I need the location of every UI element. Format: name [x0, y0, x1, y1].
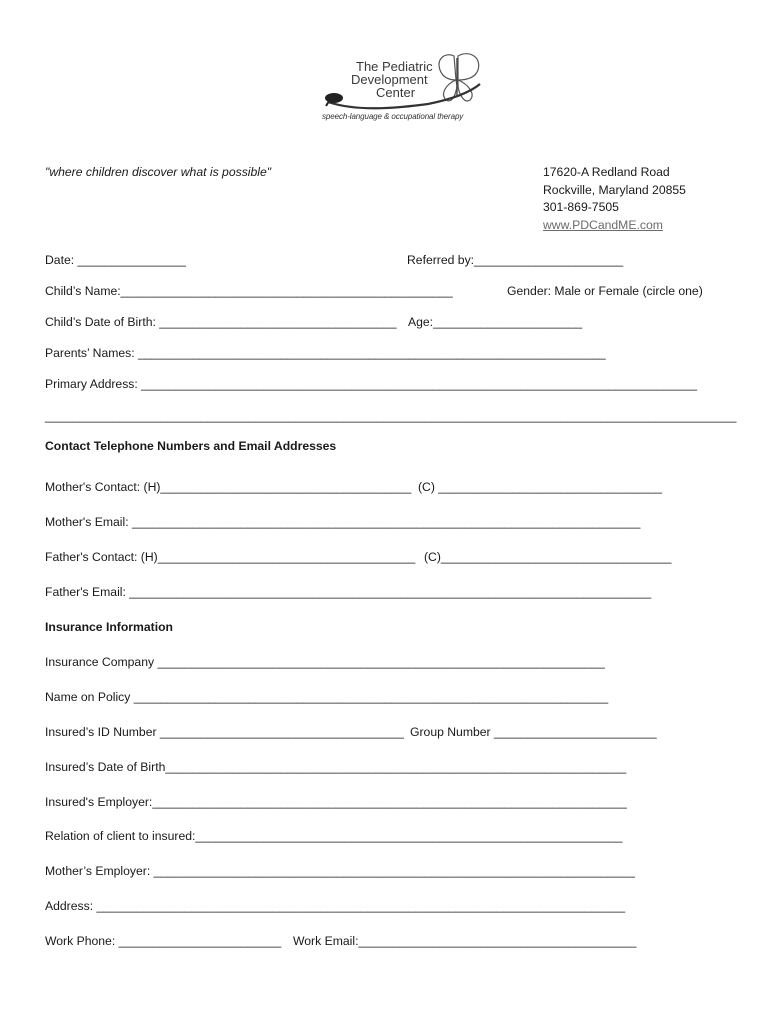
- name-on-policy-field[interactable]: Name on Policy ______________________________________________________________________: [45, 690, 609, 704]
- phone-number: 301-869-7505: [543, 200, 619, 214]
- date-field[interactable]: Date: ________________: [45, 253, 186, 267]
- work-phone-field[interactable]: Work Phone: ________________________: [45, 934, 282, 948]
- gender-field[interactable]: Gender: Male or Female (circle one): [507, 284, 703, 298]
- father-email-field[interactable]: Father's Email: _____________________________________________________________________________: [45, 585, 652, 599]
- center-logo: [318, 50, 488, 128]
- father-cell-phone-field[interactable]: (C)__________________________________: [424, 550, 672, 564]
- logo-line-3: Center: [376, 85, 416, 100]
- primary-address-field[interactable]: Primary Address: __________________________________________________________________________________: [45, 377, 697, 391]
- contact-section-heading: Contact Telephone Numbers and Email Addresses: [45, 439, 337, 453]
- address-block: [543, 164, 686, 234]
- insured-dob-field[interactable]: Insured’s Date of Birth____________________________________________________________________: [45, 760, 627, 774]
- mother-home-phone-field[interactable]: Mother's Contact: (H)_____________________________________: [45, 480, 412, 494]
- employer-address-field[interactable]: Address: ______________________________________________________________________________: [45, 899, 626, 913]
- work-email-field[interactable]: Work Email:_________________________________________: [293, 934, 637, 948]
- insurance-section-heading: Insurance Information: [45, 620, 173, 634]
- dob-field[interactable]: Child’s Date of Birth: ___________________________________: [45, 315, 397, 329]
- website-link[interactable]: www.PDCandME.com: [543, 217, 663, 232]
- mother-employer-field[interactable]: Mother’s Employer: _______________________________________________________________________: [45, 864, 635, 878]
- motto: "where children discover what is possible": [45, 165, 272, 179]
- group-number-field[interactable]: Group Number ________________________: [410, 725, 657, 739]
- logo-line-1: The Pediatric: [356, 59, 433, 74]
- mother-email-field[interactable]: Mother's Email: ___________________________________________________________________________: [45, 515, 641, 529]
- age-field[interactable]: Age:______________________: [408, 315, 583, 329]
- street-address: 17620-A Redland Road: [543, 165, 670, 179]
- childs-name-field[interactable]: Child’s Name:_________________________________________________: [45, 284, 453, 298]
- city-state-zip: Rockville, Maryland 20855: [543, 182, 686, 197]
- logo-tagline: speech-language & occupational therapy: [322, 112, 464, 121]
- address-continued-field[interactable]: ______________________________________________________________________________________________________: [45, 409, 737, 423]
- referred-by-field[interactable]: Referred by:______________________: [407, 253, 624, 267]
- relation-to-insured-field[interactable]: Relation of client to insured:_______________________________________________________________: [45, 829, 623, 843]
- insured-employer-field[interactable]: Insured's Employer:______________________________________________________________________: [45, 795, 627, 809]
- insured-id-field[interactable]: Insured’s ID Number ____________________________________: [45, 725, 404, 739]
- parents-names-field[interactable]: Parents’ Names: _____________________________________________________________________: [45, 346, 606, 360]
- mother-cell-phone-field[interactable]: (C) _________________________________: [418, 480, 662, 494]
- father-home-phone-field[interactable]: Father's Contact: (H)______________________________________: [45, 550, 416, 564]
- logo-line-2: Development: [351, 72, 428, 87]
- insurance-company-field[interactable]: Insurance Company __________________________________________________________________: [45, 655, 605, 669]
